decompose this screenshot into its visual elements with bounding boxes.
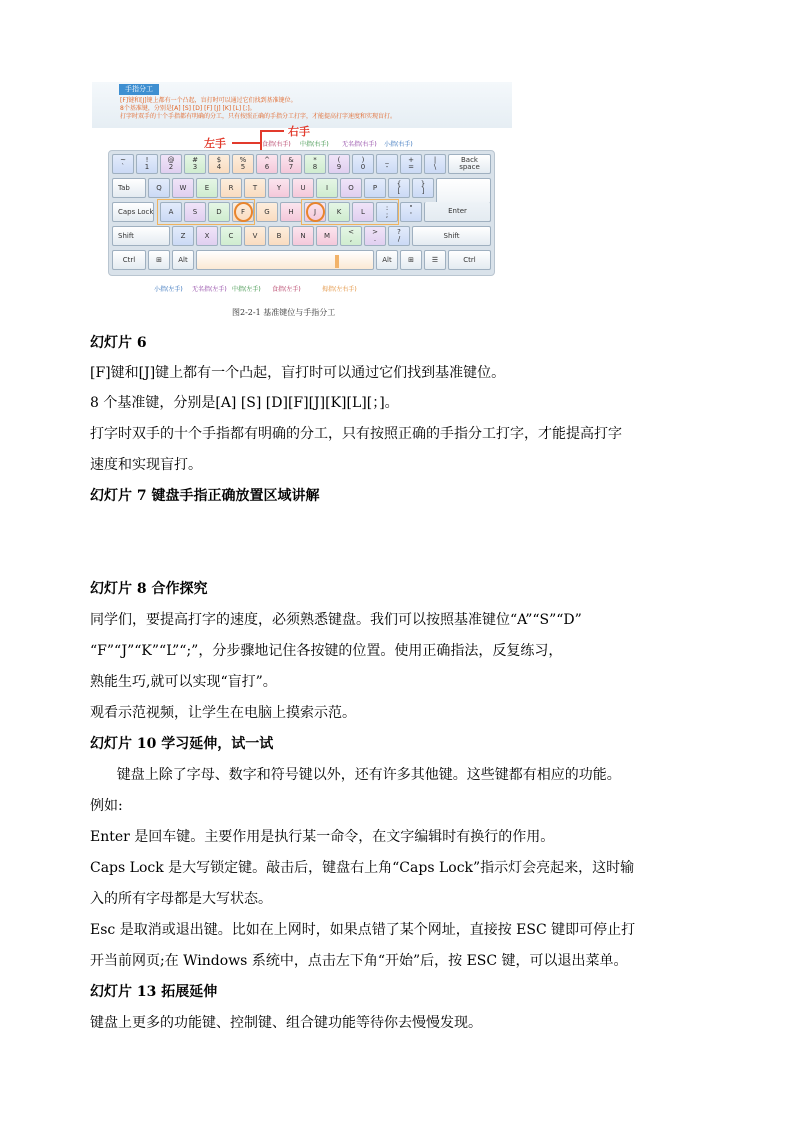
right-hand-label: 右手 — [288, 125, 310, 138]
left-hand-label: 左手 — [204, 137, 226, 150]
paragraph-line: 打字时双手的十个手指都有明确的分工，只有按照正确的手指分工打字，才能提高打字 — [90, 426, 622, 442]
key-z: Z — [172, 226, 194, 246]
key-quote: " ' — [400, 202, 422, 222]
j-key-bump-ring — [306, 202, 325, 222]
f-key-bump-ring — [234, 202, 253, 222]
paragraph-line: 例如: — [90, 798, 123, 814]
key-8: * 8 — [304, 154, 326, 174]
key-v: V — [244, 226, 266, 246]
slide-10-heading: 幻灯片 10 学习延伸，试一试 — [90, 736, 274, 752]
finger-label-thumbs: 拇指(左右手) — [322, 286, 357, 293]
paragraph-line: 同学们，要提高打字的速度，必须熟悉键盘。我们可以按照基准键位“A”“S”“D” — [90, 612, 582, 628]
key-p: P — [364, 178, 386, 198]
windows-icon: ⊞ — [148, 250, 170, 270]
key-left-ctrl: Ctrl — [112, 250, 146, 270]
key-backtick: ~ ` — [112, 154, 134, 174]
paragraph-line: 入的所有字母都是大写状态。 — [90, 891, 272, 907]
key-backspace: Back space — [448, 154, 491, 174]
finger-label-left-index: 食指(左手) — [272, 286, 301, 293]
key-n: N — [292, 226, 314, 246]
slide-7-heading: 幻灯片 7 键盘手指正确放置区域讲解 — [90, 488, 320, 504]
key-b: B — [268, 226, 290, 246]
key-k: K — [328, 202, 350, 222]
key-f: F — [232, 202, 254, 222]
key-right-ctrl: Ctrl — [448, 250, 491, 270]
finger-label-right-ring: 无名指(右手) — [342, 141, 377, 148]
key-x: X — [196, 226, 218, 246]
key-a: A — [160, 202, 182, 222]
key-caps-lock: Caps Lock — [112, 202, 154, 222]
key-right-alt: Alt — [376, 250, 398, 270]
finger-label-left-pinky: 小指(左手) — [154, 286, 183, 293]
finger-label-left-middle: 中指(左手) — [232, 286, 261, 293]
key-i: I — [316, 178, 338, 198]
paragraph-line: “F”“J”“K”“L”“;”，分步骤地记住各按键的位置。使用正确指法，反复练习， — [90, 643, 563, 659]
key-o: O — [340, 178, 362, 198]
key-space — [196, 250, 374, 270]
key-t: T — [244, 178, 266, 198]
key-1: ! 1 — [136, 154, 158, 174]
key-u: U — [292, 178, 314, 198]
key-7: & 7 — [280, 154, 302, 174]
paragraph-line: 键盘上更多的功能键、控制键、组合键功能等待你去慢慢发现。 — [90, 1015, 482, 1031]
key-d: D — [208, 202, 230, 222]
key-y: Y — [268, 178, 290, 198]
key-backslash: | \ — [424, 154, 446, 174]
paragraph-line: 熟能生巧,就可以实现“盲打”。 — [90, 674, 277, 690]
keyboard-figure — [92, 82, 512, 317]
figure-tab-title: 手指分工 — [119, 84, 159, 95]
paragraph-line: 速度和实现盲打。 — [90, 457, 202, 473]
slide-13-heading: 幻灯片 13 拓展延伸 — [90, 984, 218, 1000]
key-semicolon: : ; — [376, 202, 398, 222]
figure-caption: 图2-2-1 基准键位与手指分工 — [232, 308, 336, 317]
key-comma: < , — [340, 226, 362, 246]
key-left-bracket: { [ — [388, 178, 410, 198]
key-w: W — [172, 178, 194, 198]
left-arrow-line — [232, 142, 260, 144]
key-g: G — [256, 202, 278, 222]
key-left-shift: Shift — [112, 226, 170, 246]
paragraph-line: Esc 是取消或退出键。比如在上网时，如果点错了某个网址，直接按 ESC 键即可停止打 — [90, 922, 636, 938]
key-minus: _ - — [376, 154, 398, 174]
key-tab: Tab — [112, 178, 146, 198]
key-3: # 3 — [184, 154, 206, 174]
key-right-shift: Shift — [412, 226, 491, 246]
right-arrow-line — [260, 130, 284, 132]
key-4: $ 4 — [208, 154, 230, 174]
key-m: M — [316, 226, 338, 246]
key-slash: ? / — [388, 226, 410, 246]
paragraph-line: [F]键和[J]键上都有一个凸起，盲打时可以通过它们找到基准键位。 — [90, 365, 506, 381]
key-0: ) 0 — [352, 154, 374, 174]
key-s: S — [184, 202, 206, 222]
key-period: > . — [364, 226, 386, 246]
finger-label-right-pinky: 小指(右手) — [384, 141, 413, 148]
finger-label-left-ring: 无名指(左手) — [192, 286, 227, 293]
paragraph-line: 8 个基准键，分别是[A] [S] [D][F][J][K][L][；]。 — [90, 395, 399, 411]
key-left-alt: Alt — [172, 250, 194, 270]
paragraph-line: Caps Lock 是大写锁定键。敲击后，键盘右上角“Caps Lock”指示灯会亮起来，这时输 — [90, 860, 635, 876]
key-9: ( 9 — [328, 154, 350, 174]
windows-icon: ⊞ — [400, 250, 422, 270]
key-6: ^ 6 — [256, 154, 278, 174]
figure-header — [92, 82, 512, 128]
key-e: E — [196, 178, 218, 198]
key-right-bracket: } ] — [412, 178, 434, 198]
key-l: L — [352, 202, 374, 222]
key-c: C — [220, 226, 242, 246]
paragraph-line: 观看示范视频，让学生在电脑上摸索示范。 — [90, 705, 356, 721]
paragraph-line: 开当前网页;在 Windows 系统中，点击左下角“开始”后，按 ESC 键，可以退出菜单。 — [90, 953, 628, 969]
key-enter: Enter — [424, 202, 491, 222]
key-j: J — [304, 202, 326, 222]
key-q: Q — [148, 178, 170, 198]
key-5: % 5 — [232, 154, 254, 174]
thumb-arrow-shaft — [335, 255, 339, 268]
figure-desc-line: 打字时双手的十个手指都有明确的分工，只有按照正确的手指分工打字，才能提高打字速度和实现盲打。 — [120, 113, 397, 120]
key-equals: + = — [400, 154, 422, 174]
slide-8-heading: 幻灯片 8 合作探究 — [90, 581, 208, 597]
finger-label-right-index: 食指(右手) — [262, 141, 291, 148]
paragraph-line: 键盘上除了字母、数字和符号键以外，还有许多其他键。这些键都有相应的功能。 — [90, 767, 621, 783]
paragraph-line: Enter 是回车键。主要作用是执行某一命令，在文字编辑时有换行的作用。 — [90, 829, 555, 845]
slide-6-heading: 幻灯片 6 — [90, 335, 147, 351]
figure-desc-line: 8个基准键，分别是[A] [S] [D] [F] [J] [K] [L] [;]。 — [120, 105, 256, 112]
keyboard — [108, 150, 495, 276]
finger-label-right-middle: 中指(右手) — [300, 141, 329, 148]
figure-desc-line: [F]键和[J]键上都有一个凸起，盲打时可以通过它们找到基准键位。 — [120, 97, 297, 104]
key-h: H — [280, 202, 302, 222]
menu-icon: ☰ — [424, 250, 446, 270]
key-r: R — [220, 178, 242, 198]
key-2: @ 2 — [160, 154, 182, 174]
